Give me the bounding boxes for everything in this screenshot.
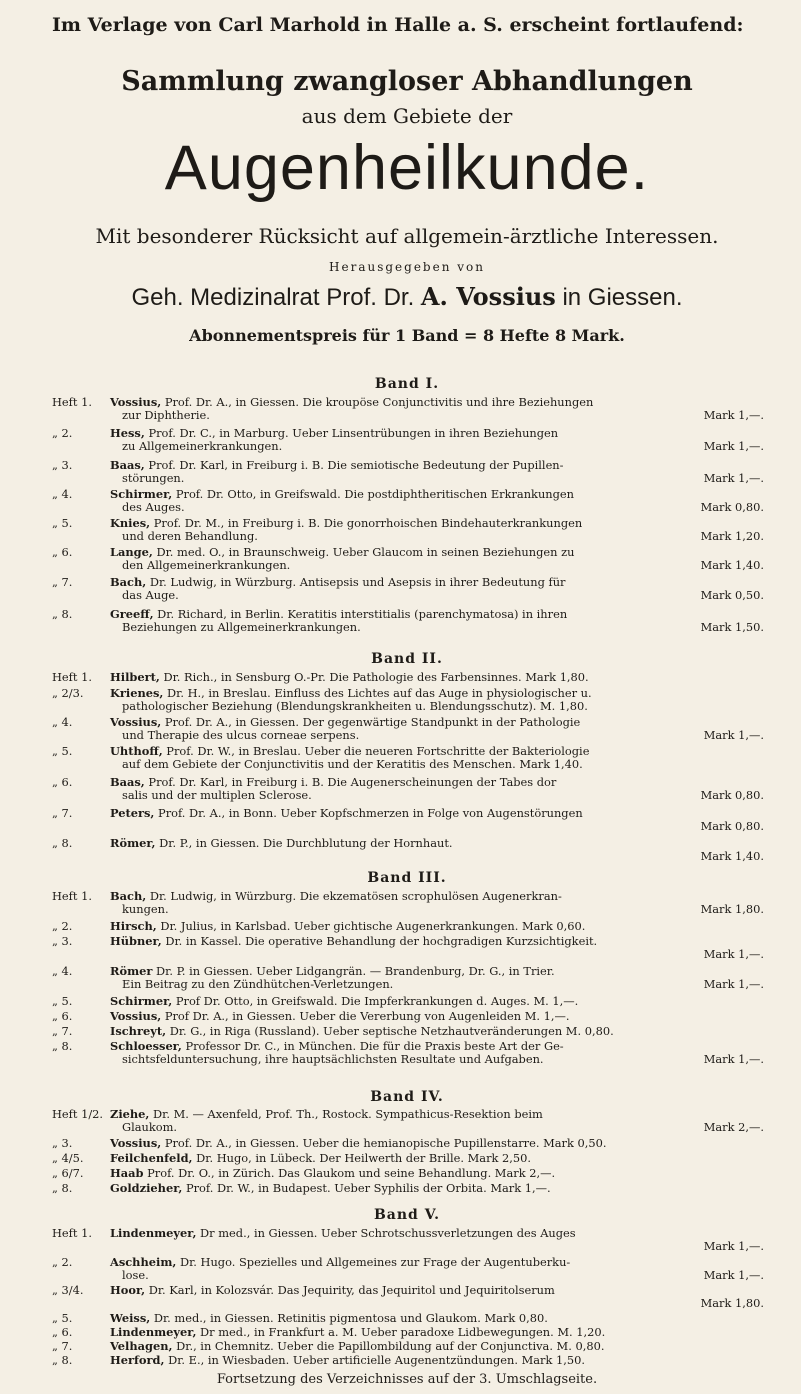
heft-number: „ 7.: [52, 575, 73, 589]
author-name: Hoor,: [110, 1283, 146, 1297]
author-name: Hirsch,: [110, 919, 157, 933]
volume-title: Band IV.: [370, 1089, 444, 1105]
entry-text: [110, 1010, 764, 1023]
price: Mark 0,80.: [700, 788, 764, 802]
author-name: Haab: [110, 1166, 144, 1180]
editor-line: [52, 282, 762, 312]
entry-text: [110, 1040, 764, 1066]
volume-title: Band I.: [374, 376, 440, 392]
entry-text: [110, 890, 764, 916]
author-name: Lange,: [110, 545, 153, 559]
author-name: Herford,: [110, 1353, 165, 1367]
price: Mark 1,—.: [703, 471, 764, 485]
price: Mark 1,—.: [703, 408, 764, 422]
footer-note: Fortsetzung des Verzeichnisses auf der 3. Umschlagseite.: [216, 1372, 598, 1387]
volume-title: Band II.: [371, 651, 443, 667]
heft-number: „ 5.: [52, 1311, 73, 1325]
heft-number: Heft 1/2.: [52, 1107, 104, 1121]
price: Mark 1,—.: [703, 1268, 764, 1282]
entry-line: Dr med., in Giessen. Ueber Schrotschussverletzungen des Auges: [200, 1226, 576, 1240]
author-name: Goldzieher,: [110, 1181, 183, 1195]
entry-text: [110, 459, 764, 485]
author-name: Greeff,: [110, 607, 154, 621]
price: Mark 1,—.: [703, 728, 764, 742]
entry-line: Dr. med., in Giessen. Retinitis pigmentosa und Glaukom. Mark 0,80.: [153, 1311, 548, 1325]
entry-text: [110, 608, 764, 634]
heft-number: „ 3.: [52, 934, 73, 948]
entry-line: Prof. Dr. Otto, in Greifswald. Die postdiphtheritischen Erkrankungen: [175, 487, 574, 501]
entry-line: Dr. Hugo, in Lübeck. Der Heilwerth der Brille. Mark 2,50.: [196, 1151, 532, 1165]
heft-number: „ 4.: [52, 715, 73, 729]
price: Mark 1,50.: [700, 620, 764, 634]
entry-text: [110, 1354, 764, 1367]
author-name: Schirmer,: [110, 994, 173, 1008]
entry-text: [110, 776, 764, 802]
entry-line: Dr. med. O., in Braunschweig. Ueber Glaucom in seinen Beziehungen zu: [156, 545, 575, 559]
entry-line: auf dem Gebiete der Conjunctivitis und der Keratitis des Menschen. Mark 1,40.: [122, 757, 583, 771]
entry-line: zur Diphtherie.: [122, 408, 210, 422]
entry-line: Prof. Dr. A., in Bonn. Ueber Kopfschmerzen in Folge von Augenstörungen: [158, 806, 583, 820]
entry-text: [110, 716, 764, 742]
entry-line: Dr. Ludwig, in Würzburg. Die ekzematösen scrophulösen Augenerkran-: [149, 889, 562, 903]
heft-number: „ 2/3.: [52, 686, 84, 700]
heft-number: „ 2.: [52, 919, 73, 933]
entry-text: [110, 1326, 764, 1339]
entry-line: des Auges.: [122, 500, 185, 514]
entry-line: den Allgemeinerkrankungen.: [122, 558, 291, 572]
volume-title: Band V.: [373, 1207, 441, 1223]
author-name: Hilbert,: [110, 670, 160, 684]
entry-line: sichtsfelduntersuchung, ihre hauptsächlichsten Resultate und Aufgaben.: [122, 1052, 544, 1066]
entry-text: [110, 488, 764, 514]
price: Mark 1,20.: [700, 529, 764, 543]
price: Mark 2,—.: [703, 1120, 764, 1134]
entry-text: [110, 517, 764, 543]
heft-number: „ 7.: [52, 806, 73, 820]
author-name: Vossius,: [110, 1136, 162, 1150]
main-title: Augenheilkunde.: [164, 133, 650, 203]
heft-number: „ 6.: [52, 1325, 73, 1339]
entry-text: [110, 427, 764, 453]
author-name: Schloesser,: [110, 1039, 182, 1053]
heft-number: „ 4/5.: [52, 1151, 84, 1165]
heft-number: „ 2.: [52, 1255, 73, 1269]
subtitle: Mit besonderer Rücksicht auf allgemein-ärztliche Interessen.: [95, 224, 719, 248]
author-name: Baas,: [110, 775, 145, 789]
entry-text: [110, 995, 764, 1008]
author-name: Ziehe,: [110, 1107, 150, 1121]
entry-line: Prof. Dr. A., in Giessen. Ueber die hemianopische Pupillenstarre. Mark 0,50.: [164, 1136, 607, 1150]
author-name: Krienes,: [110, 686, 164, 700]
heft-number: „ 7.: [52, 1339, 73, 1353]
author-name: Lindenmeyer,: [110, 1325, 197, 1339]
heft-number: „ 2.: [52, 426, 73, 440]
entry-text: [110, 1284, 764, 1310]
author-name: Römer,: [110, 836, 156, 850]
author-name: Peters,: [110, 806, 155, 820]
heft-number: „ 8.: [52, 607, 73, 621]
entry-line: Prof. Dr. W., in Budapest. Ueber Syphilis der Orbita. Mark 1,—.: [185, 1181, 551, 1195]
author-name: Bach,: [110, 889, 147, 903]
from-line: aus dem Gebiete der: [301, 104, 513, 128]
entry-line: Prof. Dr. M., in Freiburg i. B. Die gonorrhoischen Bindehauterkrankungen: [153, 516, 583, 530]
edited-by: Herausgegeben von: [329, 260, 485, 274]
heft-number: „ 5.: [52, 744, 73, 758]
entry-text: [110, 546, 764, 572]
subscription-price: Abonnementspreis für 1 Band = 8 Hefte 8 Mark.: [189, 326, 625, 345]
entry-line: Ein Beitrag zu den Zündhütchen-Verletzungen.: [122, 977, 394, 991]
author-name: Lindenmeyer,: [110, 1226, 197, 1240]
entry-text: [110, 1227, 764, 1253]
heft-number: „ 5.: [52, 994, 73, 1008]
author-name: Römer: [110, 964, 153, 978]
price: Mark 1,—.: [703, 1052, 764, 1066]
heft-number: Heft 1.: [52, 889, 92, 903]
entry-line: störungen.: [122, 471, 185, 485]
entry-line: Dr. Julius, in Karlsbad. Ueber gichtische Augenerkrankungen. Mark 0,60.: [160, 919, 586, 933]
entry-text: [110, 1340, 764, 1353]
entry-line: Prof. Dr. C., in Marburg. Ueber Linsentrübungen in ihren Beziehungen: [148, 426, 559, 440]
entry-line: und Therapie des ulcus corneae serpens.: [122, 728, 360, 742]
heft-number: „ 6/7.: [52, 1166, 84, 1180]
heft-number: Heft 1.: [52, 670, 92, 684]
entry-text: [110, 576, 764, 602]
entry-line: Prof Dr. Otto, in Greifswald. Die Impferkrankungen d. Auges. M. 1,—.: [175, 994, 579, 1008]
entry-line: Prof. Dr. Karl, in Freiburg i. B. Die Augenerscheinungen der Tabes dor: [148, 775, 557, 789]
entry-line: salis und der multiplen Sclerose.: [122, 788, 312, 802]
entry-text: [110, 807, 764, 833]
price: Mark 1,—.: [703, 947, 764, 961]
heft-number: Heft 1.: [52, 1226, 92, 1240]
entry-text: [110, 1312, 764, 1325]
entry-line: Dr. P. in Giessen. Ueber Lidgangrän. — Brandenburg, Dr. G., in Trier.: [156, 964, 555, 978]
entry-text: [110, 745, 764, 771]
entry-line: Dr., in Chemnitz. Ueber die Papillombildung auf der Conjunctiva. M. 0,80.: [176, 1339, 605, 1353]
heft-number: „ 5.: [52, 516, 73, 530]
heft-number: „ 6.: [52, 1009, 73, 1023]
publisher-line: Im Verlage von Carl Marhold in Halle a. S. erscheint fortlaufend:: [52, 14, 744, 36]
entry-line: Dr. Ludwig, in Würzburg. Antisepsis und Asepsis in ihrer Bedeutung für: [149, 575, 566, 589]
entry-text: [110, 837, 764, 863]
heft-number: „ 3/4.: [52, 1283, 84, 1297]
heft-number: „ 6.: [52, 545, 73, 559]
heft-number: „ 8.: [52, 1181, 73, 1195]
entry-line: zu Allgemeinerkrankungen.: [122, 439, 283, 453]
entry-line: Dr. in Kassel. Die operative Behandlung der hochgradigen Kurzsichtigkeit.: [165, 934, 598, 948]
entry-line: Dr med., in Frankfurt a. M. Ueber paradoxe Lidbewegungen. M. 1,20.: [200, 1325, 606, 1339]
entry-text: [110, 1256, 764, 1282]
author-name: Velhagen,: [110, 1339, 173, 1353]
author-name: Bach,: [110, 575, 147, 589]
entry-text: [110, 1152, 764, 1165]
heft-number: „ 8.: [52, 1353, 73, 1367]
entry-text: [110, 687, 764, 713]
entry-line: Dr. Hugo. Spezielles und Allgemeines zur Frage der Augentuberku-: [179, 1255, 571, 1269]
price: Mark 0,50.: [700, 588, 764, 602]
entry-line: Prof Dr. A., in Giessen. Ueber die Vererbung von Augenleiden M. 1,—.: [164, 1009, 570, 1023]
entry-line: Beziehungen zu Allgemeinerkrankungen.: [122, 620, 361, 634]
heft-number: „ 7.: [52, 1024, 73, 1038]
entry-line: Prof. Dr. Karl, in Freiburg i. B. Die semiotische Bedeutung der Pupillen-: [148, 458, 564, 472]
entry-text: [110, 1137, 764, 1150]
author-name: Hess,: [110, 426, 145, 440]
entry-line: Dr. Rich., in Sensburg O.-Pr. Die Pathologie des Farbensinnes. Mark 1,80.: [163, 670, 589, 684]
heft-number: „ 4.: [52, 964, 73, 978]
volume-title: Band III.: [367, 870, 447, 886]
entry-text: [110, 671, 764, 684]
author-name: Vossius,: [110, 395, 162, 409]
series-title: Sammlung zwangloser Abhandlungen: [121, 66, 693, 97]
entry-line: Prof. Dr. A., in Giessen. Der gegenwärtige Standpunkt in der Pathologie: [164, 715, 581, 729]
entry-text: [110, 1182, 764, 1195]
author-name: Uhthoff,: [110, 744, 163, 758]
entry-text: [110, 920, 764, 933]
entry-line: Prof. Dr. A., in Giessen. Die kroupöse Conjunctivitis und ihre Beziehungen: [164, 395, 594, 409]
entry-line: pathologischer Beziehung (Blendungskrankheiten u. Blendungsschutz). M. 1,80.: [122, 699, 588, 713]
entry-line: Dr. G., in Riga (Russland). Ueber septische Netzhautveränderungen M. 0,80.: [169, 1024, 614, 1038]
heft-number: „ 6.: [52, 775, 73, 789]
author-name: Weiss,: [110, 1311, 151, 1325]
price: Mark 1,—.: [703, 977, 764, 991]
entry-line: und deren Behandlung.: [122, 529, 258, 543]
entry-text: [110, 935, 764, 961]
entry-line: kungen.: [122, 902, 169, 916]
entry-line: lose.: [122, 1268, 149, 1282]
author-name: Vossius,: [110, 715, 162, 729]
entry-text: [110, 1108, 764, 1134]
entry-line: das Auge.: [122, 588, 179, 602]
entry-text: [110, 1167, 764, 1180]
price: Mark 0,80.: [700, 500, 764, 514]
heft-number: „ 4.: [52, 487, 73, 501]
author-name: Schirmer,: [110, 487, 173, 501]
price: Mark 1,80.: [700, 902, 764, 916]
author-name: Feilchenfeld,: [110, 1151, 193, 1165]
price: Mark 1,—.: [703, 1239, 764, 1253]
entry-line: Professor Dr. C., in München. Die für die Praxis beste Art der Ge-: [185, 1039, 564, 1053]
heft-number: „ 3.: [52, 458, 73, 472]
author-name: Ischreyt,: [110, 1024, 167, 1038]
price: Mark 1,40.: [700, 558, 764, 572]
entry-line: Prof. Dr. W., in Breslau. Ueber die neueren Fortschritte der Bakteriologie: [166, 744, 590, 758]
entry-line: Dr. Richard, in Berlin. Keratitis interstitialis (parenchymatosa) in ihren: [157, 607, 568, 621]
heft-number: „ 8.: [52, 836, 73, 850]
price: Mark 1,80.: [700, 1296, 764, 1310]
author-name: Knies,: [110, 516, 151, 530]
editor-place: in Giessen.: [562, 284, 683, 311]
entry-line: Dr. M. — Axenfeld, Prof. Th., Rostock. Sympathicus-Resektion beim: [153, 1107, 543, 1121]
price: Mark 0,80.: [700, 819, 764, 833]
entry-line: Dr. P., in Giessen. Die Durchblutung der Hornhaut.: [159, 836, 453, 850]
author-name: Aschheim,: [110, 1255, 177, 1269]
author-name: Vossius,: [110, 1009, 162, 1023]
heft-number: „ 8.: [52, 1039, 73, 1053]
entry-line: Glaukom.: [122, 1120, 178, 1134]
entry-line: Prof. Dr. O., in Zürich. Das Glaukom und seine Behandlung. Mark 2,—.: [147, 1166, 556, 1180]
author-name: Hübner,: [110, 934, 162, 948]
entry-text: [110, 396, 764, 422]
price: Mark 1,—.: [703, 439, 764, 453]
heft-number: Heft 1.: [52, 395, 92, 409]
author-name: Baas,: [110, 458, 145, 472]
entry-line: Dr. E., in Wiesbaden. Ueber artificielle Augenentzündungen. Mark 1,50.: [168, 1353, 585, 1367]
entry-line: Dr. Karl, in Kolozsvár. Das Jequirity, das Jequiritol und Jequiritolserum: [148, 1283, 555, 1297]
entry-text: [110, 965, 764, 991]
price: Mark 1,40.: [700, 849, 764, 863]
entry-line: Dr. H., in Breslau. Einfluss des Lichtes auf das Auge in physiologischer u.: [167, 686, 592, 700]
editor-name: A. Vossius: [420, 282, 556, 311]
heft-number: „ 3.: [52, 1136, 73, 1150]
entry-text: [110, 1025, 764, 1038]
editor-prefix: Geh. Medizinalrat Prof. Dr.: [131, 284, 415, 311]
